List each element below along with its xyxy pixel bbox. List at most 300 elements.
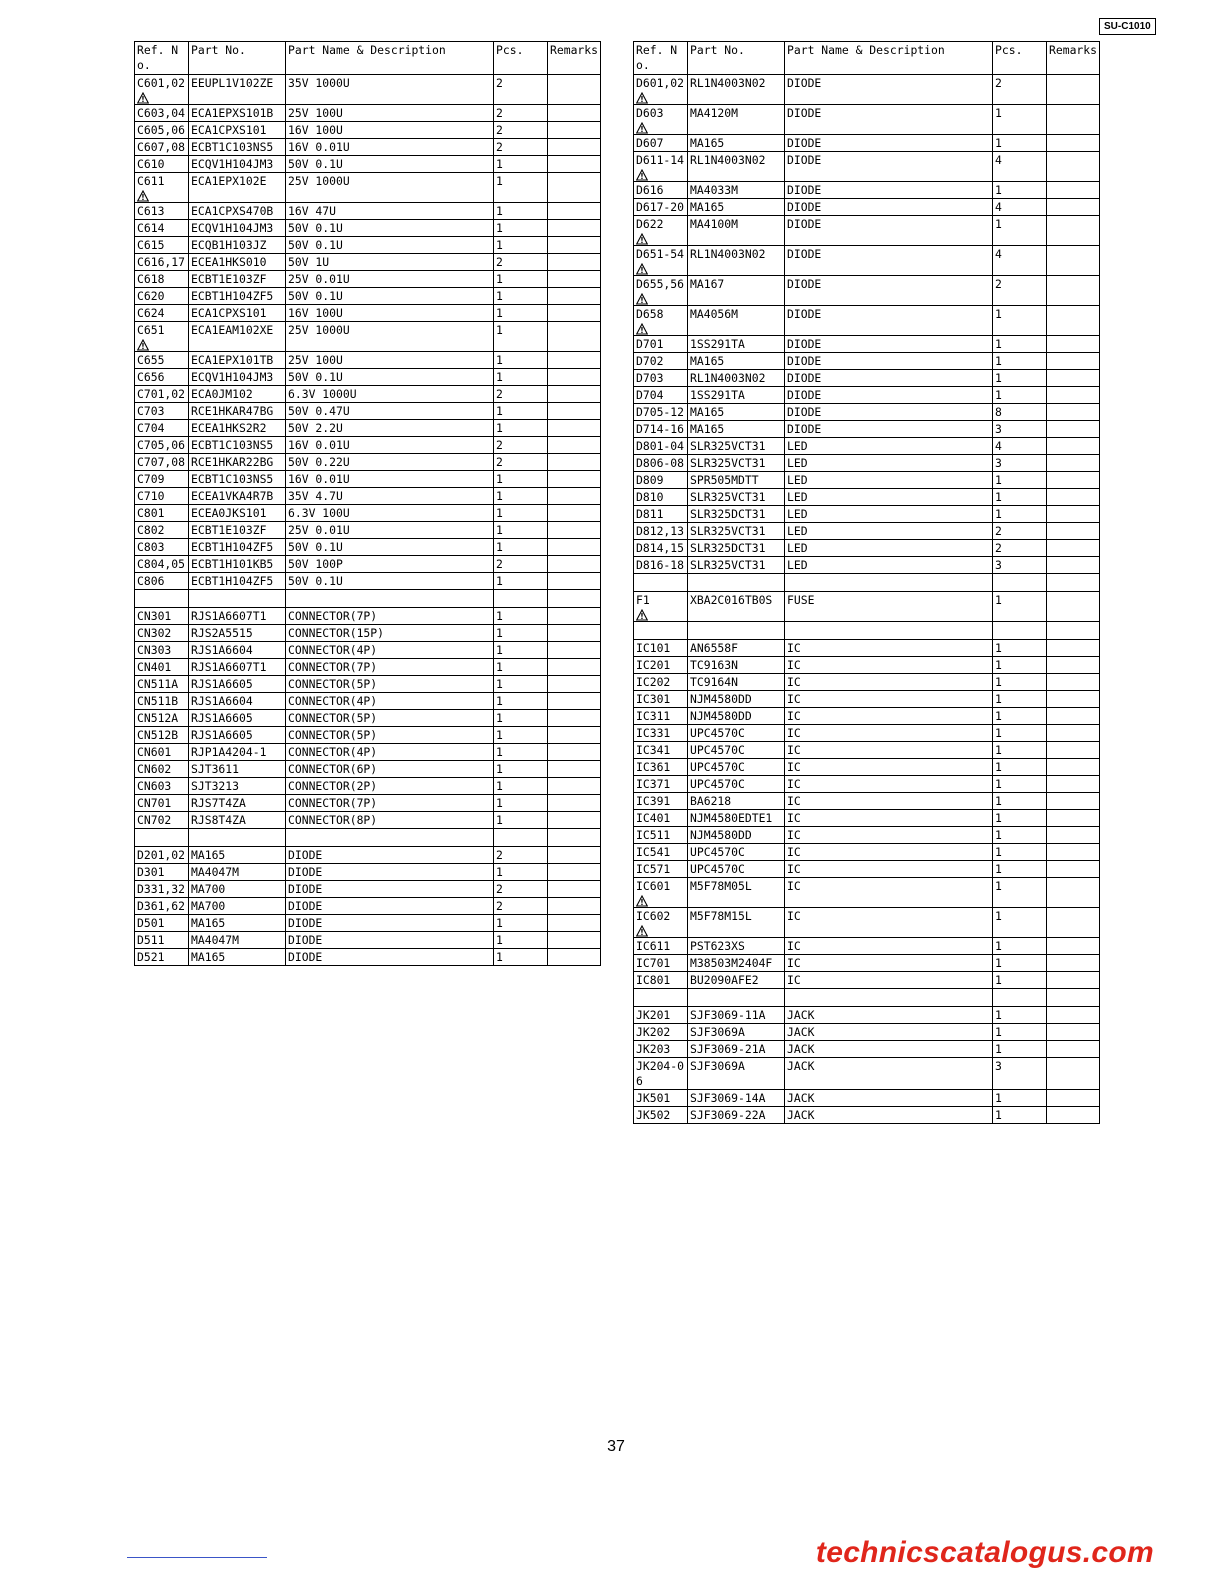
part-no-cell-text: RL1N4003N02 <box>690 153 766 167</box>
pcs-cell <box>494 727 548 744</box>
part-name-cell-text: CONNECTOR(7P) <box>288 796 378 810</box>
table-row <box>634 152 1100 182</box>
part-name-cell-text: DIODE <box>787 76 822 90</box>
pcs-cell <box>494 847 548 864</box>
svg-text:!: ! <box>141 342 145 351</box>
part-no-cell-text: RJS7T4ZA <box>191 796 246 810</box>
part-name-cell <box>286 352 494 369</box>
part-no-cell <box>688 199 785 216</box>
pcs-cell-text: 1 <box>496 865 503 879</box>
part-no-cell-text: SLR325VCT31 <box>690 558 766 572</box>
ref-cell-text: C603,04 <box>137 106 186 120</box>
ref-cell <box>135 915 189 932</box>
ref-cell <box>634 742 688 759</box>
part-name-cell <box>785 387 993 404</box>
ref-cell-text: C618 <box>137 272 165 286</box>
part-name-cell-text: CONNECTOR(7P) <box>288 609 378 623</box>
part-name-cell-text: DIODE <box>787 200 822 214</box>
part-no-cell-text: M5F78M15L <box>690 909 752 923</box>
remarks-cell <box>548 625 601 642</box>
part-name-cell <box>785 1041 993 1058</box>
table-row <box>634 523 1100 540</box>
safety-warning-icon <box>137 339 149 351</box>
remarks-cell <box>548 139 601 156</box>
pcs-cell-text: 1 <box>496 950 503 964</box>
ref-cell-text: C705,06 <box>137 438 186 452</box>
pcs-cell-text: 2 <box>496 387 503 401</box>
part-no-cell <box>688 404 785 421</box>
remarks-cell <box>548 932 601 949</box>
part-name-cell <box>286 864 494 881</box>
pcs-cell-text: 1 <box>995 641 1002 655</box>
ref-cell <box>135 522 189 539</box>
part-no-cell <box>189 898 286 915</box>
pcs-cell <box>993 955 1047 972</box>
pcs-cell <box>993 1024 1047 1041</box>
table-row <box>135 795 601 812</box>
table-row <box>135 744 601 761</box>
pcs-cell-text: 1 <box>995 371 1002 385</box>
ref-cell <box>135 173 189 203</box>
pcs-cell <box>494 254 548 271</box>
ref-cell <box>135 608 189 625</box>
header-remarks: Remarks <box>1047 42 1100 75</box>
part-no-cell <box>189 710 286 727</box>
part-name-cell <box>286 693 494 710</box>
remarks-cell <box>548 437 601 454</box>
ref-cell <box>135 710 189 727</box>
ref-cell <box>634 152 688 182</box>
pcs-cell <box>494 454 548 471</box>
pcs-cell <box>993 152 1047 182</box>
remarks-cell <box>548 173 601 203</box>
safety-warning-icon <box>636 323 648 335</box>
part-name-cell <box>286 420 494 437</box>
table-row <box>634 306 1100 336</box>
part-no-cell-text: ECEA1HKS010 <box>191 255 267 269</box>
table-row <box>135 203 601 220</box>
table-row <box>634 776 1100 793</box>
pcs-cell-text: 1 <box>496 323 503 337</box>
remarks-cell <box>1047 776 1100 793</box>
table-row <box>634 708 1100 725</box>
pcs-cell <box>494 122 548 139</box>
ref-cell <box>634 592 688 622</box>
pcs-cell-text: 1 <box>496 728 503 742</box>
pcs-cell-text: 1 <box>496 370 503 384</box>
ref-cell-text: D617-20 <box>636 200 685 214</box>
part-name-cell-text: CONNECTOR(2P) <box>288 779 378 793</box>
part-name-cell-text: IC <box>787 973 801 987</box>
remarks-cell <box>1047 135 1100 152</box>
ref-cell <box>634 810 688 827</box>
part-name-cell <box>785 972 993 989</box>
part-no-cell-text: RJS1A6604 <box>191 643 253 657</box>
part-name-cell <box>286 710 494 727</box>
part-no-cell <box>688 844 785 861</box>
ref-cell-text: IC371 <box>636 777 671 791</box>
part-no-cell <box>189 105 286 122</box>
ref-cell-text: CN512B <box>137 728 179 742</box>
ref-cell-text: JK202 <box>636 1025 671 1039</box>
pcs-cell-text: 3 <box>995 456 1002 470</box>
ref-cell <box>634 387 688 404</box>
remarks-cell <box>1047 421 1100 438</box>
ref-cell <box>135 625 189 642</box>
ref-cell <box>634 972 688 989</box>
part-name-cell <box>286 881 494 898</box>
ref-cell-text: C709 <box>137 472 165 486</box>
table-row <box>135 556 601 573</box>
ref-cell <box>634 421 688 438</box>
pcs-cell <box>494 403 548 420</box>
pcs-cell-text: 1 <box>496 813 503 827</box>
part-no-cell-text: RJS1A6604 <box>191 694 253 708</box>
part-no-cell <box>189 288 286 305</box>
part-no-cell-text: MA165 <box>690 354 725 368</box>
ref-cell <box>634 708 688 725</box>
part-no-cell-text: SJT3611 <box>191 762 240 776</box>
table-row <box>634 455 1100 472</box>
table-row <box>634 725 1100 742</box>
ref-cell <box>634 370 688 387</box>
part-name-cell-text: DIODE <box>787 307 822 321</box>
part-name-cell-text: 16V 0.01U <box>288 438 350 452</box>
ref-cell-text: D702 <box>636 354 664 368</box>
header-part-name: Part Name & Description <box>785 42 993 75</box>
table-row <box>634 759 1100 776</box>
part-no-cell <box>189 237 286 254</box>
part-name-cell <box>785 489 993 506</box>
remarks-cell <box>548 642 601 659</box>
table-row <box>634 592 1100 622</box>
part-no-cell-text: RL1N4003N02 <box>690 76 766 90</box>
table-row <box>135 156 601 173</box>
ref-cell <box>135 471 189 488</box>
remarks-cell <box>1047 657 1100 674</box>
ref-cell <box>634 306 688 336</box>
part-no-cell <box>189 254 286 271</box>
remarks-cell <box>1047 640 1100 657</box>
ref-cell <box>135 590 189 608</box>
part-name-cell <box>785 674 993 691</box>
ref-cell <box>634 776 688 793</box>
pcs-cell-text: 1 <box>496 306 503 320</box>
part-name-cell-text: 16V 0.01U <box>288 472 350 486</box>
part-no-cell-text: MA700 <box>191 882 226 896</box>
part-name-cell-text: CONNECTOR(5P) <box>288 711 378 725</box>
svg-text:!: ! <box>640 326 644 335</box>
safety-warning-icon <box>636 233 648 245</box>
part-name-cell-text: 50V 100P <box>288 557 343 571</box>
pcs-cell <box>494 812 548 829</box>
page-number: 37 <box>607 1438 625 1455</box>
part-name-cell <box>785 421 993 438</box>
part-name-cell-text: 50V 2.2U <box>288 421 343 435</box>
part-name-cell-text: CONNECTOR(8P) <box>288 813 378 827</box>
part-name-cell-text: DIODE <box>787 183 822 197</box>
pcs-cell <box>993 908 1047 938</box>
part-no-cell-text: BU2090AFE2 <box>690 973 759 987</box>
ref-cell <box>135 864 189 881</box>
table-row <box>634 353 1100 370</box>
pcs-cell-text: 1 <box>995 956 1002 970</box>
ref-cell <box>634 861 688 878</box>
ref-cell <box>634 506 688 523</box>
pcs-cell <box>494 539 548 556</box>
part-no-cell-text: SJF3069-22A <box>690 1108 766 1122</box>
ref-cell <box>135 744 189 761</box>
part-no-cell <box>688 276 785 306</box>
ref-cell-text: C707,08 <box>137 455 186 469</box>
ref-cell <box>135 659 189 676</box>
part-no-cell <box>688 708 785 725</box>
part-no-cell <box>688 938 785 955</box>
part-name-cell <box>286 932 494 949</box>
remarks-cell <box>548 220 601 237</box>
svg-text:!: ! <box>640 95 644 104</box>
table-row <box>634 421 1100 438</box>
part-no-cell <box>189 271 286 288</box>
part-no-cell <box>688 455 785 472</box>
part-no-cell <box>688 592 785 622</box>
part-no-cell-text: MA165 <box>191 916 226 930</box>
table-row <box>634 810 1100 827</box>
ref-cell-text: IC201 <box>636 658 671 672</box>
remarks-cell <box>548 727 601 744</box>
pcs-cell <box>993 674 1047 691</box>
ref-cell <box>135 847 189 864</box>
table-row <box>634 540 1100 557</box>
part-no-cell-text: ECBT1E103ZF <box>191 272 267 286</box>
pcs-cell-text: 1 <box>496 472 503 486</box>
part-no-cell <box>688 574 785 592</box>
ref-cell-text: D301 <box>137 865 165 879</box>
pcs-cell <box>494 864 548 881</box>
ref-cell-text: CN302 <box>137 626 172 640</box>
part-name-cell <box>785 844 993 861</box>
ref-cell-text: JK502 <box>636 1108 671 1122</box>
part-no-cell-text: SLR325VCT31 <box>690 524 766 538</box>
part-name-cell <box>785 216 993 246</box>
part-no-cell <box>189 761 286 778</box>
remarks-cell <box>1047 972 1100 989</box>
part-name-cell <box>286 676 494 693</box>
remarks-cell <box>1047 506 1100 523</box>
part-name-cell-text: DIODE <box>288 916 323 930</box>
pcs-cell-text: 2 <box>496 255 503 269</box>
part-no-cell-text: SLR325DCT31 <box>690 541 766 555</box>
ref-cell <box>634 989 688 1007</box>
remarks-cell <box>1047 878 1100 908</box>
part-name-cell <box>785 640 993 657</box>
part-name-cell <box>286 122 494 139</box>
part-no-cell <box>189 156 286 173</box>
pcs-cell-text: 1 <box>995 1042 1002 1056</box>
pcs-cell-text: 1 <box>496 221 503 235</box>
pcs-cell-text: 1 <box>995 675 1002 689</box>
part-name-cell-text: DIODE <box>288 848 323 862</box>
safety-warning-icon <box>636 263 648 275</box>
ref-cell-text: IC311 <box>636 709 671 723</box>
part-name-cell <box>785 759 993 776</box>
pcs-cell-text: 4 <box>995 439 1002 453</box>
pcs-cell-text: 1 <box>496 660 503 674</box>
part-no-cell <box>688 640 785 657</box>
part-no-cell-text: M38503M2404F <box>690 956 773 970</box>
pcs-cell-text: 1 <box>995 862 1002 876</box>
ref-cell <box>135 437 189 454</box>
part-no-cell-text: ECEA1HKS2R2 <box>191 421 267 435</box>
pcs-cell <box>494 693 548 710</box>
remarks-cell <box>1047 955 1100 972</box>
ref-cell <box>135 881 189 898</box>
pcs-cell <box>993 421 1047 438</box>
ref-cell <box>634 955 688 972</box>
table-row <box>135 539 601 556</box>
part-no-cell <box>189 881 286 898</box>
ref-cell-text: D810 <box>636 490 664 504</box>
ref-cell-text: JK501 <box>636 1091 671 1105</box>
part-name-cell <box>785 182 993 199</box>
pcs-cell <box>993 489 1047 506</box>
remarks-cell <box>1047 523 1100 540</box>
table-row <box>135 847 601 864</box>
ref-cell-text: C611 <box>137 174 165 188</box>
ref-cell-text: C704 <box>137 421 165 435</box>
part-no-cell-text: ECBT1H104ZF5 <box>191 574 274 588</box>
remarks-cell <box>548 829 601 847</box>
pcs-cell <box>494 305 548 322</box>
part-name-cell-text: DIODE <box>787 388 822 402</box>
table-row <box>135 522 601 539</box>
part-name-cell-text: 50V 0.1U <box>288 370 343 384</box>
pcs-cell <box>993 640 1047 657</box>
part-no-cell-text: ECBT1C103NS5 <box>191 140 274 154</box>
pcs-cell <box>494 271 548 288</box>
table-row <box>634 955 1100 972</box>
part-name-cell-text: IC <box>787 956 801 970</box>
part-no-cell-text: MA4120M <box>690 106 739 120</box>
table-row <box>634 182 1100 199</box>
table-row <box>634 793 1100 810</box>
table-row-spacer <box>634 989 1100 1007</box>
part-no-cell-text: NJM4580DD <box>690 828 752 842</box>
part-name-cell-text: 6.3V 1000U <box>288 387 357 401</box>
safety-warning-icon <box>636 92 648 104</box>
part-name-cell-text: DIODE <box>787 153 822 167</box>
pcs-cell-text: 2 <box>496 140 503 154</box>
part-name-cell <box>785 1090 993 1107</box>
pcs-cell <box>993 793 1047 810</box>
ref-cell-text: CN602 <box>137 762 172 776</box>
remarks-cell <box>548 761 601 778</box>
pcs-cell <box>494 139 548 156</box>
part-no-cell <box>189 949 286 966</box>
part-no-cell-text: ECQV1H104JM3 <box>191 370 274 384</box>
pcs-cell <box>993 370 1047 387</box>
part-name-cell <box>785 725 993 742</box>
remarks-cell <box>1047 455 1100 472</box>
pcs-cell <box>494 352 548 369</box>
pcs-cell-text: 1 <box>496 289 503 303</box>
table-row <box>135 812 601 829</box>
part-no-cell <box>189 864 286 881</box>
part-name-cell-text: FUSE <box>787 593 815 607</box>
pcs-cell <box>993 742 1047 759</box>
part-no-cell <box>189 220 286 237</box>
pcs-cell-text: 2 <box>496 123 503 137</box>
table-row <box>634 135 1100 152</box>
pcs-cell-text: 1 <box>995 1025 1002 1039</box>
part-no-cell-text: ECA0JM102 <box>191 387 253 401</box>
part-no-cell-text: ECQV1H104JM3 <box>191 157 274 171</box>
ref-cell-text: C656 <box>137 370 165 384</box>
ref-cell-text: C607,08 <box>137 140 186 154</box>
part-no-cell-text: AN6558F <box>690 641 739 655</box>
part-no-cell <box>688 972 785 989</box>
part-no-cell <box>688 506 785 523</box>
pcs-cell-text: 1 <box>995 490 1002 504</box>
part-no-cell-text: BA6218 <box>690 794 732 808</box>
svg-text:!: ! <box>640 296 644 305</box>
part-no-cell-text: RL1N4003N02 <box>690 247 766 261</box>
table-row <box>135 932 601 949</box>
part-no-cell-text: RJS1A6607T1 <box>191 660 267 674</box>
pcs-cell <box>993 105 1047 135</box>
ref-cell-text: CN303 <box>137 643 172 657</box>
part-no-cell-text: RJS1A6605 <box>191 711 253 725</box>
part-no-cell-text: UPC4570C <box>690 862 745 876</box>
part-no-cell <box>189 505 286 522</box>
remarks-cell <box>1047 691 1100 708</box>
ref-cell-text: IC611 <box>636 939 671 953</box>
remarks-cell <box>1047 489 1100 506</box>
part-no-cell <box>688 1007 785 1024</box>
pcs-cell <box>993 557 1047 574</box>
pcs-cell-text: 1 <box>995 106 1002 120</box>
table-row <box>634 489 1100 506</box>
part-name-cell-text: DIODE <box>288 933 323 947</box>
part-no-cell-text: ECQB1H103JZ <box>191 238 267 252</box>
part-name-cell-text: DIODE <box>787 136 822 150</box>
part-no-cell-text: ECA1CPXS470B <box>191 204 274 218</box>
part-no-cell-text: M5F78M05L <box>690 879 752 893</box>
table-row <box>135 471 601 488</box>
pcs-cell-text: 2 <box>496 438 503 452</box>
part-no-cell-text: MA165 <box>690 200 725 214</box>
remarks-cell <box>1047 216 1100 246</box>
table-row <box>135 573 601 590</box>
safety-warning-icon <box>137 190 149 202</box>
remarks-cell <box>548 556 601 573</box>
part-no-cell-text: SLR325VCT31 <box>690 490 766 504</box>
part-name-cell <box>785 592 993 622</box>
ref-cell <box>135 403 189 420</box>
part-no-cell-text: TC9164N <box>690 675 739 689</box>
part-name-cell-text: IC <box>787 828 801 842</box>
part-no-cell <box>189 386 286 403</box>
pcs-cell <box>993 404 1047 421</box>
ref-cell <box>634 691 688 708</box>
part-no-cell-text: SLR325VCT31 <box>690 439 766 453</box>
part-name-cell-text: DIODE <box>787 422 822 436</box>
table-row <box>634 404 1100 421</box>
pcs-cell-text: 1 <box>496 677 503 691</box>
part-name-cell-text: 25V 0.01U <box>288 523 350 537</box>
part-name-cell-text: 25V 100U <box>288 353 343 367</box>
part-no-cell <box>688 472 785 489</box>
